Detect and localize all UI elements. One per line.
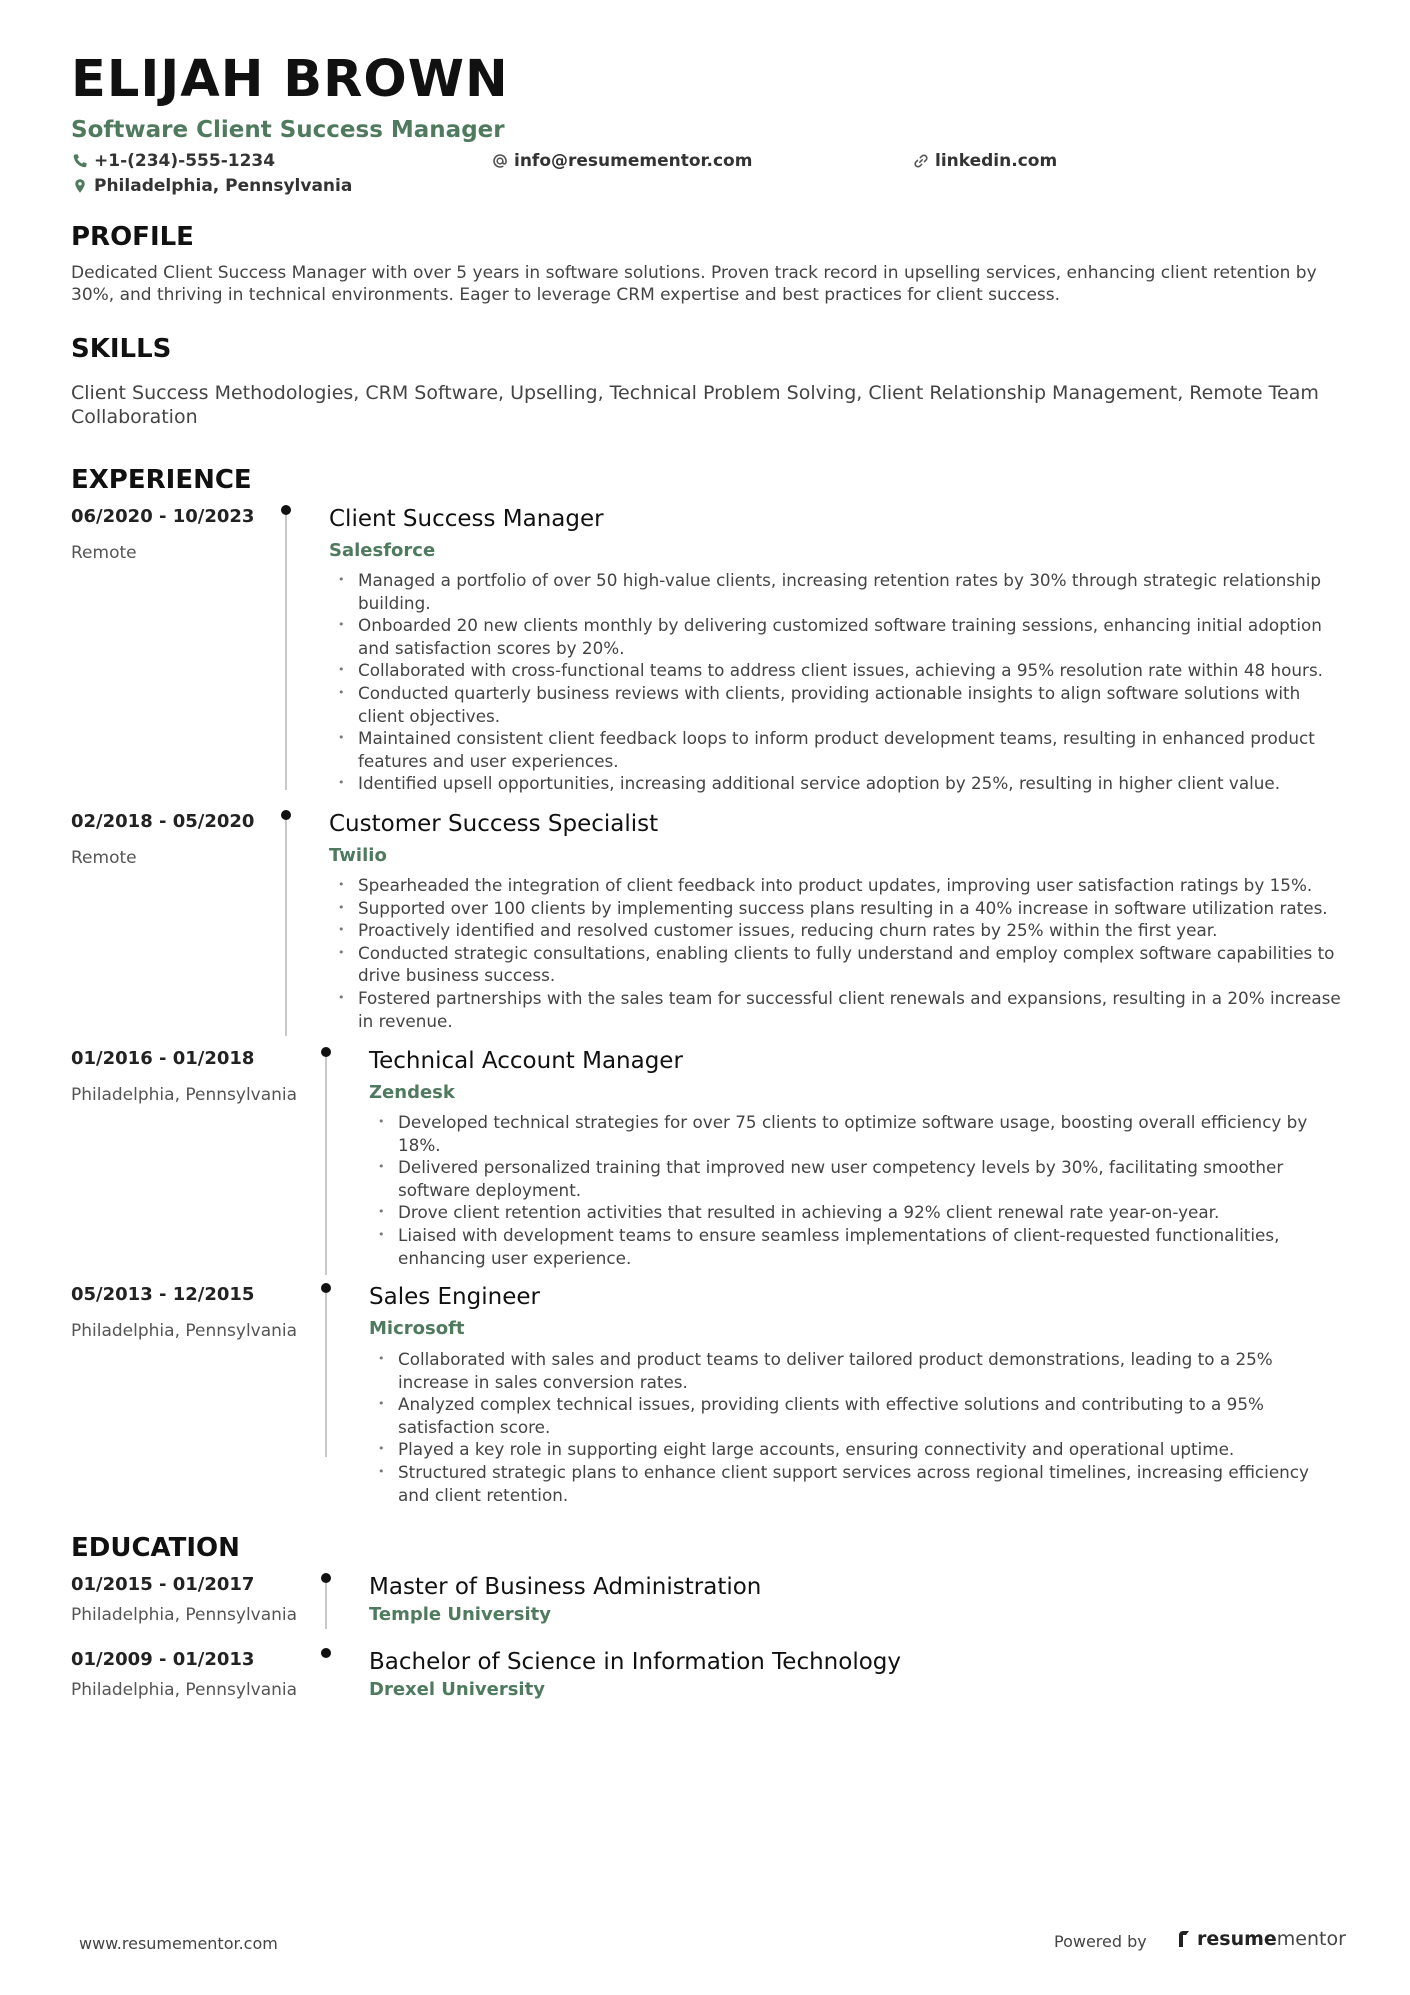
job-location: Philadelphia, Pennsylvania: [71, 1321, 298, 1341]
phone-number: +1-(234)-555-1234: [94, 151, 276, 171]
bullet-item: • Conducted quarterly business reviews with clients, providing actionable insights to align software solutions with client objectives.: [334, 682, 1344, 727]
contact-phone: [72, 151, 275, 171]
timeline-line: [325, 1579, 327, 1629]
resumementor-logo-icon: [1177, 1929, 1193, 1949]
job-dates: 01/2016 - 01/2018: [71, 1048, 255, 1069]
bullet-item: • Delivered personalized training that improved new user competency levels by 30%, facilitating smoother software deployment.: [374, 1156, 1344, 1201]
contact-linkedin: [913, 151, 1057, 171]
location-pin-icon: [72, 178, 88, 194]
job-title: Customer Success Specialist: [329, 811, 659, 837]
company-name: Salesforce: [329, 540, 436, 561]
timeline-dot: [281, 810, 291, 820]
job-dates: 05/2013 - 12/2015: [71, 1284, 255, 1305]
education-location: Philadelphia, Pennsylvania: [71, 1680, 298, 1700]
location-text: Philadelphia, Pennsylvania: [94, 176, 353, 196]
timeline-dot: [321, 1648, 331, 1658]
resume-name: ELIJAH BROWN: [71, 50, 509, 109]
brand-light-text: mentor: [1276, 1928, 1346, 1950]
email-address[interactable]: info@resumementor.com: [514, 151, 753, 171]
bullet-item: • Drove client retention activities that resulted in achieving a 92% client renewal rate year-on-year.: [374, 1201, 1344, 1224]
resume-headline: Software Client Success Manager: [71, 117, 505, 143]
profile-heading: PROFILE: [71, 222, 194, 252]
company-name: Zendesk: [369, 1082, 455, 1103]
company-name: Twilio: [329, 845, 387, 866]
education-dates: 01/2009 - 01/2013: [71, 1649, 255, 1670]
bullet-item: • Played a key role in supporting eight large accounts, ensuring connectivity and operational uptime.: [374, 1438, 1344, 1461]
profile-text: Dedicated Client Success Manager with over 5 years in software solutions. Proven track record in upselling services, enhancing client retention by 30%, and thriving in technical environments. Eager to leverage CRM expertise and best practices for client success.: [71, 263, 1317, 305]
degree-title: Bachelor of Science in Information Technology: [369, 1649, 901, 1675]
skills-heading: SKILLS: [71, 334, 172, 364]
job-location: Remote: [71, 848, 137, 868]
bullet-item: • Fostered partnerships with the sales team for successful client renewals and expansions, resulting in a 20% increase in revenue.: [334, 987, 1344, 1032]
company-name: Microsoft: [369, 1318, 465, 1339]
job-bullets: [374, 1111, 1344, 1269]
job-bullets: [334, 874, 1344, 1032]
bullet-item: • Conducted strategic consultations, enabling clients to fully understand and employ complex software capabilities to drive business success.: [334, 942, 1344, 987]
timeline-dot: [321, 1573, 331, 1583]
phone-icon: [72, 153, 88, 169]
bullet-item: • Proactively identified and resolved customer issues, reducing churn rates by 25% within the first year.: [334, 919, 1344, 942]
bullet-item: • Spearheaded the integration of client feedback into product updates, improving user satisfaction ratings by 15%.: [334, 874, 1344, 897]
footer-powered-by: Powered by: [1054, 1932, 1147, 1951]
link-icon: [913, 153, 929, 169]
bullet-item: • Managed a portfolio of over 50 high-value clients, increasing retention rates by 30% through strategic relationship building.: [334, 569, 1344, 614]
bullet-item: • Developed technical strategies for over 75 clients to optimize software usage, boosting overall efficiency by 18%.: [374, 1111, 1344, 1156]
timeline-line: [285, 511, 287, 790]
timeline-dot: [321, 1283, 331, 1293]
contact-location: [72, 176, 352, 196]
job-dates: 02/2018 - 05/2020: [71, 811, 255, 832]
bullet-item: • Identified upsell opportunities, increasing additional service adoption by 25%, resulting in higher client value.: [334, 772, 1344, 795]
degree-title: Master of Business Administration: [369, 1574, 762, 1600]
job-title: Sales Engineer: [369, 1284, 540, 1310]
education-heading: EDUCATION: [71, 1533, 240, 1563]
brand-bold-text: resume: [1197, 1928, 1277, 1950]
linkedin-link[interactable]: linkedin.com: [935, 151, 1058, 171]
timeline-dot: [281, 505, 291, 515]
contact-email: [492, 151, 752, 171]
bullet-item: • Analyzed complex technical issues, providing clients with effective solutions and contributing to a 95% satisfaction score.: [374, 1393, 1344, 1438]
bullet-item: • Collaborated with sales and product teams to deliver tailored product demonstrations, leading to a 25% increase in sales conversion rates.: [374, 1348, 1344, 1393]
timeline-line: [325, 1053, 327, 1275]
job-bullets: [374, 1348, 1344, 1506]
job-title: Technical Account Manager: [369, 1048, 683, 1074]
footer-website[interactable]: www.resumementor.com: [79, 1934, 278, 1953]
education-dates: 01/2015 - 01/2017: [71, 1574, 255, 1595]
school-name: Drexel University: [369, 1679, 545, 1700]
timeline-dot: [321, 1047, 331, 1057]
job-dates: 06/2020 - 10/2023: [71, 506, 255, 527]
bullet-item: • Maintained consistent client feedback loops to inform product development teams, resulting in enhanced product features and user experiences.: [334, 727, 1344, 772]
bullet-item: • Structured strategic plans to enhance client support services across regional timelines, increasing efficiency and client retention.: [374, 1461, 1344, 1506]
job-location: Philadelphia, Pennsylvania: [71, 1085, 298, 1105]
at-sign-icon: [492, 153, 508, 169]
bullet-item: • Liaised with development teams to ensure seamless implementations of client-requested functionalities, enhancing user experience.: [374, 1224, 1344, 1269]
bullet-item: • Collaborated with cross-functional teams to address client issues, achieving a 95% resolution rate within 48 hours.: [334, 659, 1344, 682]
school-name: Temple University: [369, 1604, 552, 1625]
job-title: Client Success Manager: [329, 506, 604, 532]
experience-heading: EXPERIENCE: [71, 465, 252, 495]
education-location: Philadelphia, Pennsylvania: [71, 1605, 298, 1625]
resumementor-logo[interactable]: [1177, 1928, 1346, 1950]
timeline-line: [285, 816, 287, 1036]
timeline-line: [325, 1289, 327, 1457]
job-location: Remote: [71, 543, 137, 563]
skills-text: Client Success Methodologies, CRM Software, Upselling, Technical Problem Solving, Client Relationship Management, Remote Team Collaboration: [71, 382, 1319, 428]
bullet-item: • Supported over 100 clients by implementing success plans resulting in a 40% increase in software utilization rates.: [334, 897, 1344, 920]
bullet-item: • Onboarded 20 new clients monthly by delivering customized software training sessions, enhancing initial adoption and satisfaction scores by 20%.: [334, 614, 1344, 659]
job-bullets: [334, 569, 1344, 795]
